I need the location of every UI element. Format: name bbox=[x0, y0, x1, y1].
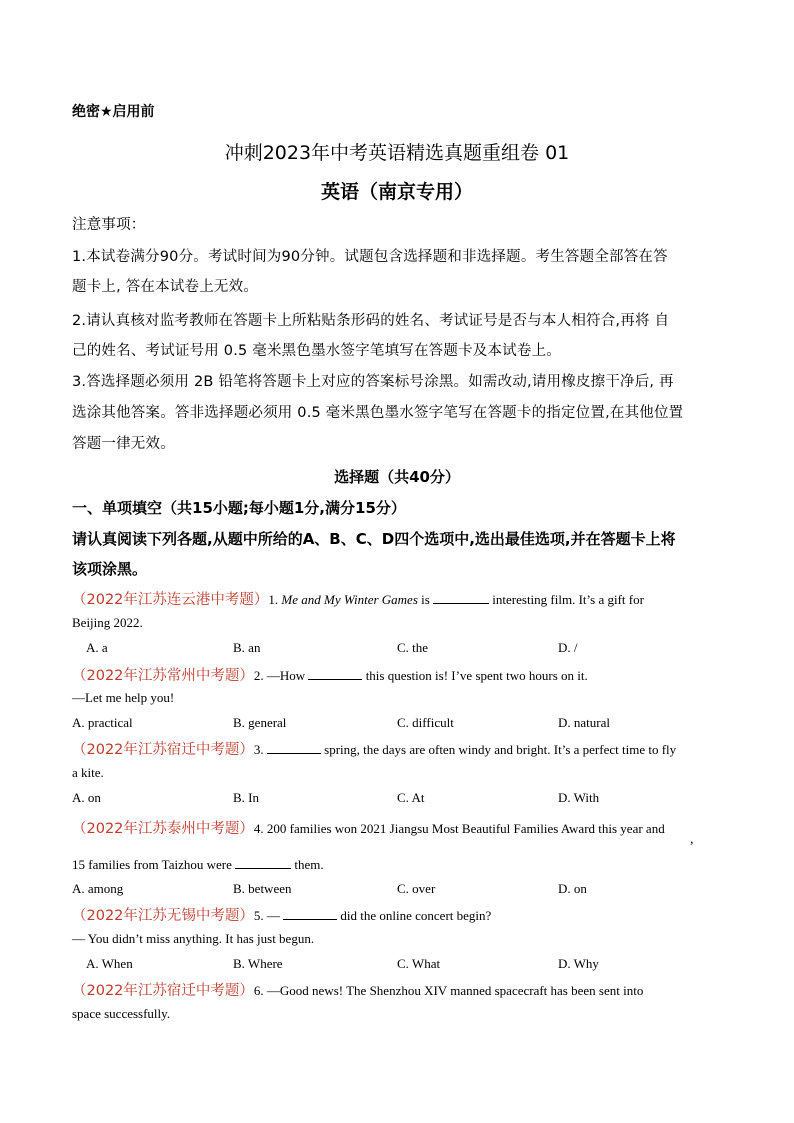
notes-line: 己的姓名、考试证号用 0.5 毫米黑色墨水签字笔填写在答题卡及本试卷上。 bbox=[72, 343, 561, 359]
option-b: B. general bbox=[233, 715, 287, 730]
option-c: C. difficult bbox=[397, 715, 454, 730]
answer-blank bbox=[283, 907, 337, 920]
exam-subtitle: 英语（南京专用） bbox=[320, 181, 473, 203]
option-a: A. practical bbox=[72, 715, 133, 730]
notes-heading: 注意事项： bbox=[72, 217, 146, 233]
notes-line: 1.本试卷满分90分。考试时间为90分钟。试题包含选择题和非选择题。考生答题全部答在答 bbox=[72, 249, 668, 265]
question-2-stem-cont: —Let me help you! bbox=[72, 690, 175, 705]
notes-line: 选涂其他答案。答非选择题必须用 0.5 毫米黑色墨水签字笔写在答题卡的指定位置,在其他位置 bbox=[72, 405, 684, 421]
question-5-stem: （2022年江苏无锡中考题）5. — did the online concert begin? bbox=[72, 908, 492, 924]
stray-comma: , bbox=[690, 832, 694, 847]
option-d: D. Why bbox=[558, 956, 599, 971]
option-c: C. the bbox=[397, 640, 429, 655]
instruction-line: 请认真阅读下列各题,从题中所给的A、B、C、D四个选项中,选出最佳选项,并在答题卡上将 bbox=[72, 530, 676, 548]
option-c: C. At bbox=[397, 790, 425, 805]
question-6-stem-cont: space successfully. bbox=[72, 1006, 171, 1021]
option-b: B. In bbox=[233, 790, 259, 805]
answer-blank bbox=[267, 741, 321, 754]
exam-title: 冲刺2023年中考英语精选真题重组卷 01 bbox=[224, 142, 570, 164]
option-b: B. Where bbox=[233, 956, 283, 971]
question-2-stem: （2022年江苏常州中考题）2. —How this question is! I’ve spent two hours on it. bbox=[72, 668, 588, 684]
answer-blank bbox=[308, 667, 362, 680]
notes-line: 题卡上, 答在本试卷上无效。 bbox=[72, 279, 259, 295]
option-a: A. a bbox=[86, 640, 108, 655]
option-a: A. on bbox=[72, 790, 101, 805]
question-1-stem: （2022年江苏连云港中考题）1. Me and My Winter Games is interesting film. It’s a gift for bbox=[72, 592, 644, 608]
option-d: D. on bbox=[558, 881, 587, 896]
question-source: （2022年江苏常州中考题） bbox=[72, 668, 254, 684]
question-4-stem-cont: 15 families from Taizhou were them. bbox=[72, 857, 324, 872]
answer-blank bbox=[235, 856, 291, 869]
film-title: Me and My Winter Games bbox=[281, 592, 418, 607]
option-d: D. natural bbox=[558, 715, 610, 730]
answer-blank bbox=[433, 591, 489, 604]
section-title: 选择题（共40分） bbox=[334, 468, 460, 486]
question-source: （2022年江苏宿迁中考题） bbox=[72, 742, 254, 758]
option-b: B. an bbox=[233, 640, 261, 655]
question-1-stem-cont: Beijing 2022. bbox=[72, 615, 143, 630]
option-b: B. between bbox=[233, 881, 292, 896]
question-source: （2022年江苏宿迁中考题） bbox=[72, 983, 254, 999]
question-3-stem-cont: a kite. bbox=[72, 765, 104, 780]
option-d: D. With bbox=[558, 790, 600, 805]
question-source: （2022年江苏泰州中考题） bbox=[72, 821, 254, 837]
instruction-line: 该项涂黑。 bbox=[72, 560, 148, 578]
question-3-stem: （2022年江苏宿迁中考题）3. spring, the days are often windy and bright. It’s a perfect time to fly bbox=[72, 742, 677, 758]
option-a: A. among bbox=[72, 881, 124, 896]
option-c: C. What bbox=[397, 956, 441, 971]
question-4-stem: （2022年江苏泰州中考题）4. 200 families won 2021 Jiangsu Most Beautiful Families Award this year and bbox=[72, 821, 665, 837]
question-source: （2022年江苏无锡中考题） bbox=[72, 908, 254, 924]
option-d: D. / bbox=[558, 640, 578, 655]
question-source: （2022年江苏连云港中考题） bbox=[72, 592, 269, 608]
notes-line: 2.请认真核对监考教师在答题卡上所粘贴条形码的姓名、考试证号是否与本人相符合,再将 自 bbox=[72, 313, 670, 329]
option-a: A. When bbox=[86, 956, 133, 971]
confidential-mark: 绝密★启用前 bbox=[72, 104, 155, 120]
part-title: 一、单项填空（共15小题;每小题1分,满分15分） bbox=[72, 499, 406, 517]
question-6-stem: （2022年江苏宿迁中考题）6. —Good news! The Shenzhou XIV manned spacecraft has been sent into bbox=[72, 983, 644, 999]
option-c: C. over bbox=[397, 881, 436, 896]
notes-line: 3.答选择题必须用 2B 铅笔将答题卡上对应的答案标号涂黑。如需改动,请用橡皮擦干净后, 再 bbox=[72, 374, 674, 390]
notes-line: 答题一律无效。 bbox=[72, 436, 175, 452]
question-5-stem-cont: — You didn’t miss anything. It has just begun. bbox=[72, 931, 315, 946]
